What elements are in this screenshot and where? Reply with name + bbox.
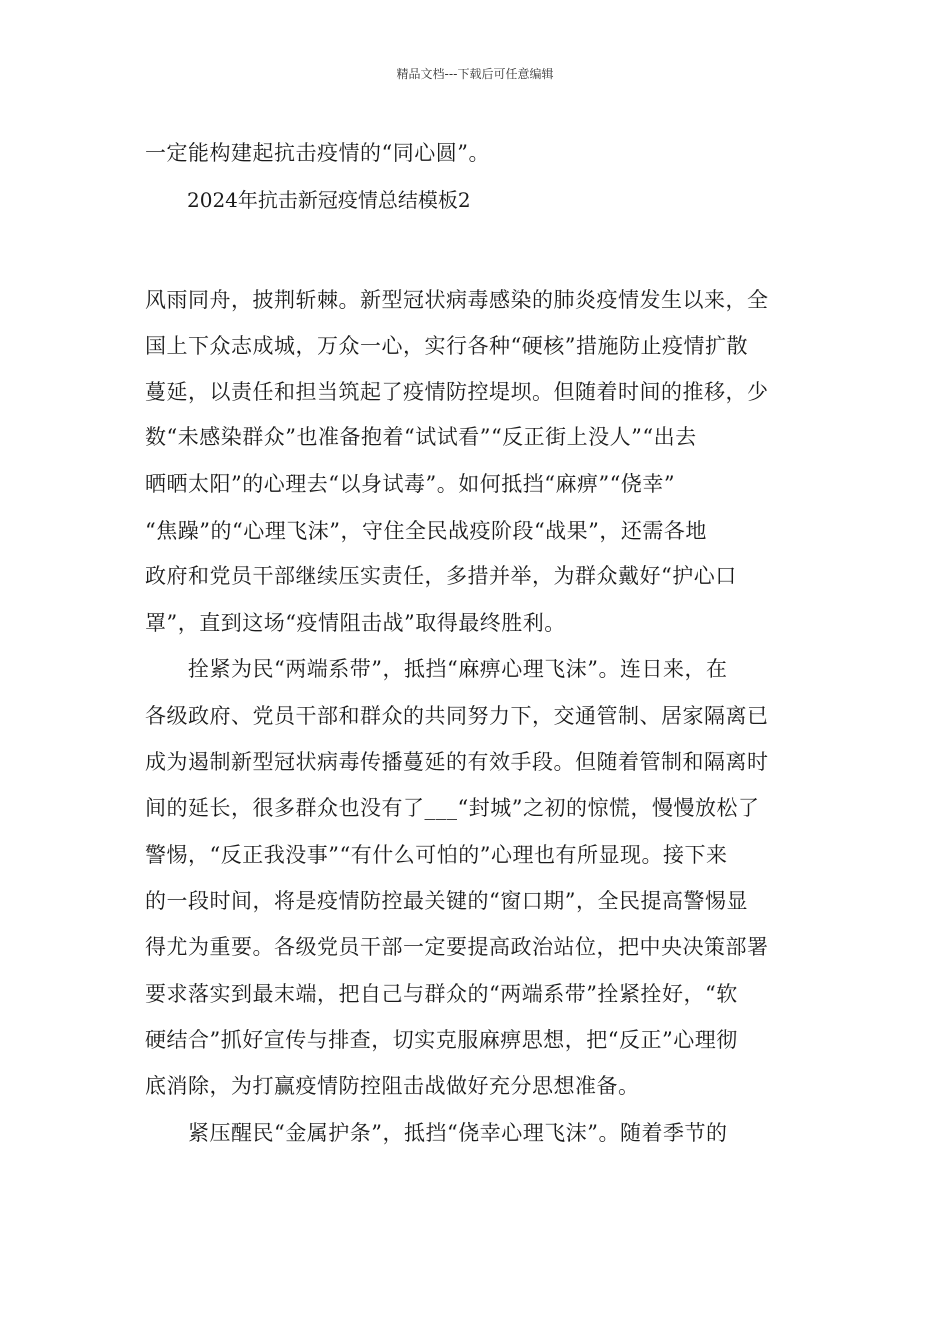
body-line: 晒晒太阳”的心理去“以身试毒”。如何抵挡“麻痹”“侥幸” [145,472,676,496]
body-line: 数“未感染群众”也准备抱着“试试看”“反正街上没人”“出去 [145,425,697,449]
body-line: 罩”，直到这场“疫情阻击战”取得最终胜利。 [145,611,566,635]
page-header: 精品文档---下载后可任意编辑 [396,67,554,81]
body-line: “焦躁”的“心理飞沫”，守住全民战疫阶段“战果”，还需各地 [145,519,707,543]
body-line: 一定能构建起抗击疫情的“同心圆”。 [145,141,490,165]
body-line: 各级政府、党员干部和群众的共同努力下，交通管制、居家隔离已 [145,704,769,728]
body-line: 的一段时间，将是疫情防控最关键的“窗口期”，全民提高警惕显 [145,889,748,913]
body-line: 风雨同舟，披荆斩棘。新型冠状病毒感染的肺炎疫情发生以来，全 [145,288,769,312]
body-line: 得尤为重要。各级党员干部一定要提高政治站位，把中央决策部署 [145,935,769,959]
body-line: 紧压醒民“金属护条”，抵挡“侥幸心理飞沫”。随着季节的 [145,1121,728,1145]
body-line: 间的延长，很多群众也没有了___“封城”之初的惊慌，慢慢放松了 [145,796,760,820]
body-line: 要求落实到最末端，把自己与群众的“两端系带”拴紧拴好，“软 [145,982,738,1006]
body-line: 国上下众志成城，万众一心，实行各种“硬核”措施防止疫情扩散 [145,334,748,358]
body-line: 蔓延，以责任和担当筑起了疫情防控堤坝。但随着时间的推移，少 [145,380,769,404]
body-line: 警惕，“反正我没事”“有什么可怕的”心理也有所显现。接下来 [145,843,728,867]
section-title: 2024年抗击新冠疫情总结模板2 [187,188,471,212]
body-line: 硬结合”抓好宣传与排查，切实克服麻痹思想，把“反正”心理彻 [145,1028,738,1052]
body-line: 拴紧为民“两端系带”，抵挡“麻痹心理飞沫”。连日来，在 [145,657,728,681]
body-line: 成为遏制新型冠状病毒传播蔓延的有效手段。但随着管制和隔离时 [145,750,769,774]
body-line: 底消除，为打赢疫情防控阻击战做好充分思想准备。 [145,1074,640,1098]
body-line: 政府和党员干部继续压实责任，多措并举，为群众戴好“护心口 [145,564,737,588]
